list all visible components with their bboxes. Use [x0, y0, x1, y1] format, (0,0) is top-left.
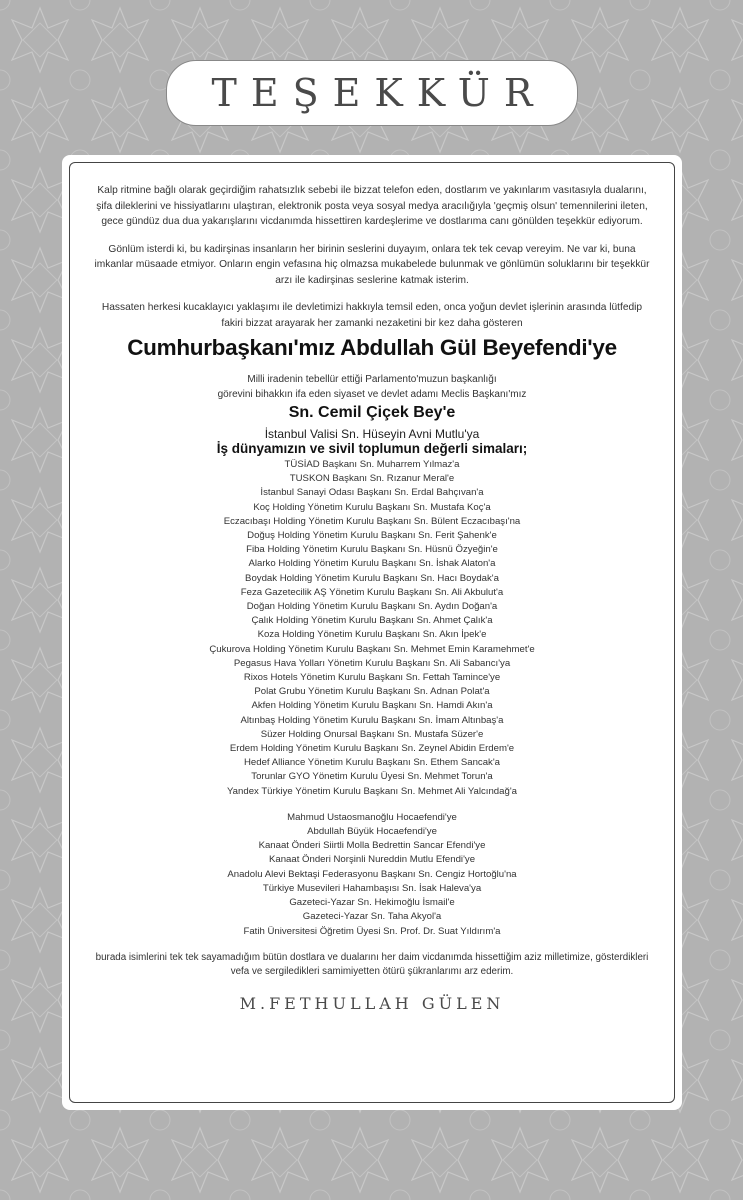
- list-item: İstanbul Sanayi Odası Başkanı Sn. Erdal Bahçıvan'a: [260, 487, 484, 499]
- governor-line: İstanbul Valisi Sn. Hüseyin Avni Mutlu'ya: [264, 427, 480, 441]
- list-item: Hedef Alliance Yönetim Kurulu Başkanı Sn. Ethem Sancak'a: [243, 757, 501, 769]
- signature: M.FETHULLAH GÜLEN: [239, 993, 505, 1013]
- list-item: Mahmud Ustaosmanoğlu Hocaefendi'ye: [287, 811, 457, 823]
- list-item: Gazeteci-Yazar Sn. Hekimoğlu İsmail'e: [289, 897, 455, 909]
- list-item: Feza Gazetecilik AŞ Yönetim Kurulu Başkanı Sn. Ali Akbulut'a: [240, 586, 504, 598]
- list-item: Erdem Holding Yönetim Kurulu Başkanı Sn. Zeynel Abidin Erdem'e: [229, 743, 515, 755]
- list-item: Polat Grubu Yönetim Kurulu Başkanı Sn. Adnan Polat'a: [254, 686, 490, 698]
- list-item: TUSKON Başkanı Sn. Rızanur Meral'e: [289, 473, 455, 485]
- list-item: Gazeteci-Yazar Sn. Taha Akyol'a: [302, 911, 442, 923]
- list-item: Doğuş Holding Yönetim Kurulu Başkanı Sn. Ferit Şahenk'e: [247, 530, 497, 542]
- speaker-heading: Sn. Cemil Çiçek Bey'e: [288, 404, 456, 421]
- list-item: Torunlar GYO Yönetim Kurulu Üyesi Sn. Mehmet Torun'a: [251, 771, 493, 783]
- parliament-line: Milli iradenin tebellür ettiği Parlamento'muzun başkanlığı: [247, 374, 497, 385]
- list-item: Yandex Türkiye Yönetim Kurulu Başkanı Sn. Mehmet Ali Yalcındağ'a: [227, 785, 517, 797]
- business-heading: İş dünyamızın ve sivil toplumun değerli simaları;: [216, 441, 528, 456]
- intro-paragraph: Hassaten herkesi kucaklayıcı yaklaşımı ile devletimizi hakkıyla temsil eden, onca yoğun devlet işlerinin arasında lütfedip fakiri bizzat arayarak her zamanki nezaketini bir kez daha gösteren: [101, 302, 643, 329]
- list-item: Boydak Holding Yönetim Kurulu Başkanı Sn. Hacı Boydak'a: [245, 572, 499, 584]
- list-item: TÜSİAD Başkanı Sn. Muharrem Yılmaz'a: [284, 459, 460, 470]
- message-panel: [62, 155, 682, 1110]
- list-item: Anadolu Alevi Bektaşi Federasyonu Başkanı Sn. Cengiz Hortoğlu'na: [227, 868, 517, 880]
- list-item: Çalık Holding Yönetim Kurulu Başkanı Sn. Ahmet Çalık'a: [251, 615, 493, 627]
- list-item: Pegasus Hava Yolları Yönetim Kurulu Başkanı Sn. Ali Sabancı'ya: [233, 657, 511, 669]
- intro-paragraph: Gönlüm isterdi ki, bu kadirşinas insanların her birinin seslerini duyayım, onlara tek tek cevap vereyim. Ne var ki, buna imkanlar müsaade etmiyor. Onların engin vefasına hiç olmazsa mukabelede bulunmak ve gönlümün soluklarını bir teşekkür arzı ile kadirşinas seslerine katmak isterim.: [94, 243, 650, 286]
- religious-list: [90, 811, 654, 939]
- message-content: [90, 183, 654, 1013]
- list-item: Akfen Holding Yönetim Kurulu Başkanı Sn. Hamdi Akın'a: [251, 700, 493, 712]
- intro-section: [90, 183, 654, 331]
- list-item: Koza Holding Yönetim Kurulu Başkanı Sn. Akın İpek'e: [257, 629, 487, 641]
- title-banner: [166, 60, 578, 126]
- list-item: Abdullah Büyük Hocaefendi'ye: [307, 826, 437, 838]
- list-item: Kanaat Önderi Norşinli Nureddin Mutlu Efendi'ye: [268, 854, 476, 866]
- list-item: Çukurova Holding Yönetim Kurulu Başkanı Sn. Mehmet Emin Karamehmet'e: [209, 643, 535, 655]
- list-item: Türkiye Musevileri Hahambaşısı Sn. İsak Haleva'ya: [262, 882, 482, 894]
- list-item: Rixos Hotels Yönetim Kurulu Başkanı Sn. Fettah Tamince'ye: [243, 672, 501, 684]
- president-headline: Cumhurbaşkanı'mız Abdullah Gül Beyefendi'ye: [127, 335, 617, 360]
- list-item: Süzer Holding Onursal Başkanı Sn. Mustafa Süzer'e: [260, 728, 484, 740]
- list-item: Altınbaş Holding Yönetim Kurulu Başkanı Sn. İmam Altınbaş'a: [240, 714, 504, 726]
- list-item: Doğan Holding Yönetim Kurulu Başkanı Sn. Aydın Doğan'a: [246, 601, 498, 613]
- intro-paragraph: Kalp ritmine bağlı olarak geçirdiğim rahatsızlık sebebi ile bizzat telefon eden, dostlarım ve yakınlarım vasıtasıyla dualarını, şifa dileklerini ve hissiyatlarını ulaştıran, elektronik posta veya sosyal medya aracılığıyla 'geçmiş olsun' temennilerini ileten, gece gündüz dua dua yakarışlarını vicdanımda hissettiren kardeşlerime ve dostlarıma canı gönülden teşekkür ediyorum.: [96, 185, 648, 227]
- parliament-line: görevini bihakkın ifa eden siyaset ve devlet adamı Meclis Başkanı'mız: [217, 388, 527, 400]
- list-item: Fiba Holding Yönetim Kurulu Başkanı Sn. Hüsnü Özyeğin'e: [246, 544, 498, 556]
- list-item: Koç Holding Yönetim Kurulu Başkanı Sn. Mustafa Koç'a: [253, 501, 491, 513]
- closing-paragraph: burada isimlerini tek tek sayamadığım bütün dostlara ve dualarını her daim vicdanımda hissettiğim aziz milletimize, gösterdikleri vefa ve sergiledikleri samimiyetten ötürü şükranlarımı arz ederim.: [95, 951, 649, 978]
- list-item: Alarko Holding Yönetim Kurulu Başkanı Sn. İshak Alaton'a: [248, 558, 496, 570]
- business-list: [90, 458, 654, 799]
- list-item: Eczacıbaşı Holding Yönetim Kurulu Başkanı Sn. Bülent Eczacıbaşı'na: [223, 515, 521, 527]
- page-title: TEŞEKKÜR: [211, 71, 547, 115]
- list-item: Kanaat Önderi Siirtli Molla Bedrettin Sancar Efendi'ye: [258, 840, 486, 852]
- list-item: Fatih Üniversitesi Öğretim Üyesi Sn. Prof. Dr. Suat Yıldırım'a: [243, 925, 501, 937]
